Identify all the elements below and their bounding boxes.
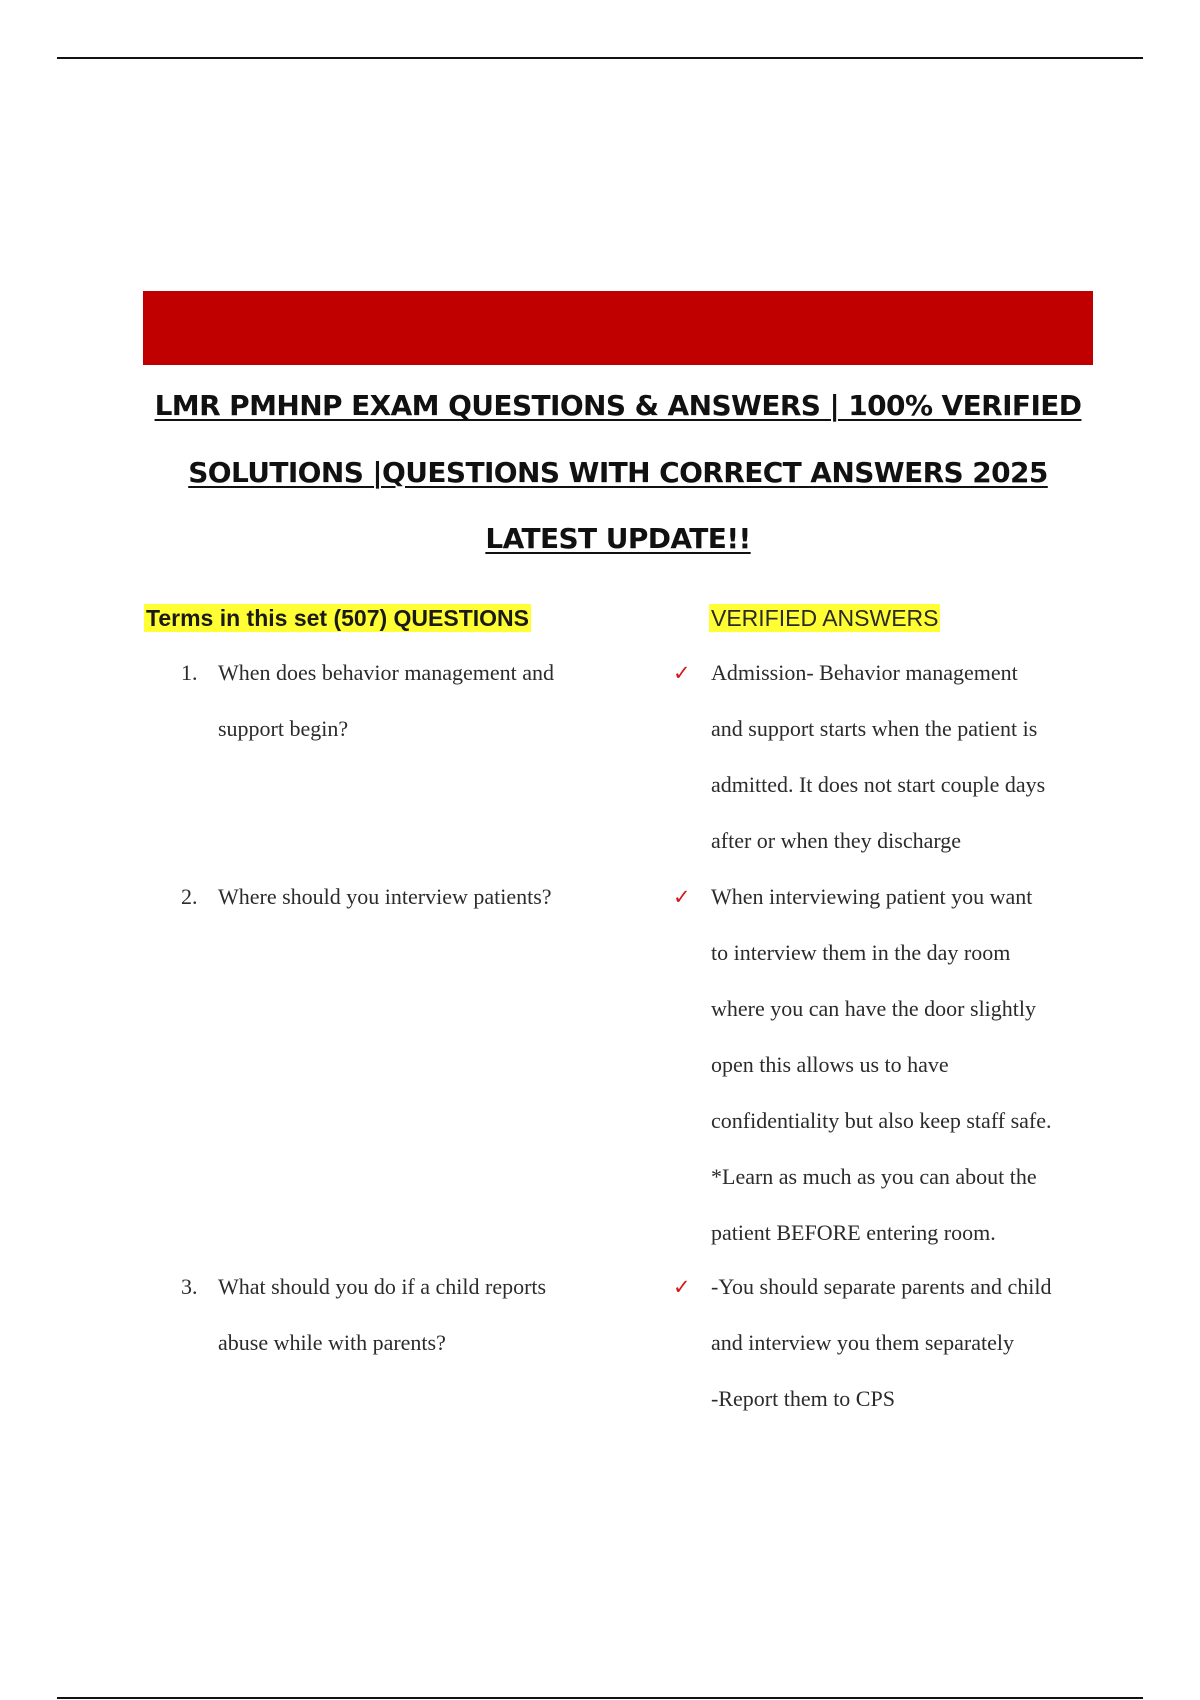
question-number: 3. [181,1274,198,1299]
answer-text: -You should separate parents and child and interview you them separately -Report them to CPS [711,1274,1052,1411]
bottom-rule [57,1697,1143,1699]
question-number: 2. [181,884,198,909]
top-rule [57,57,1143,59]
answer-text: When interviewing patient you want to interview them in the day room where you can have the door slightly open this allows us to have confidentiality but also keep staff safe. *Learn as much as you can about the patient BEFORE entering room. [711,884,1052,1245]
title-line: SOLUTIONS |QUESTIONS WITH CORRECT ANSWERS 2025 [188,455,1048,489]
check-mark-icon: ✓ [673,1275,691,1299]
check-mark-icon: ✓ [673,885,691,909]
title-line: LMR PMHNP EXAM QUESTIONS & ANSWERS | 100% VERIFIED [154,389,1082,422]
answer-text: Admission- Behavior management and support starts when the patient is admitted. It does not start couple days after or when they discharge [711,660,1046,853]
questions-header: Terms in this set (507) QUESTIONS [146,605,530,631]
question-text: What should you do if a child reports abuse while with parents? [218,1274,547,1355]
title-line: LATEST UPDATE!! [485,522,751,555]
check-mark-icon: ✓ [673,661,691,685]
document-title [100,378,1136,578]
question-number: 1. [181,660,198,685]
answers-header: VERIFIED ANSWERS [711,605,939,631]
header-banner [143,291,1093,365]
question-text: Where should you interview patients? [218,884,552,909]
question-text: When does behavior management and support begin? [218,660,554,741]
